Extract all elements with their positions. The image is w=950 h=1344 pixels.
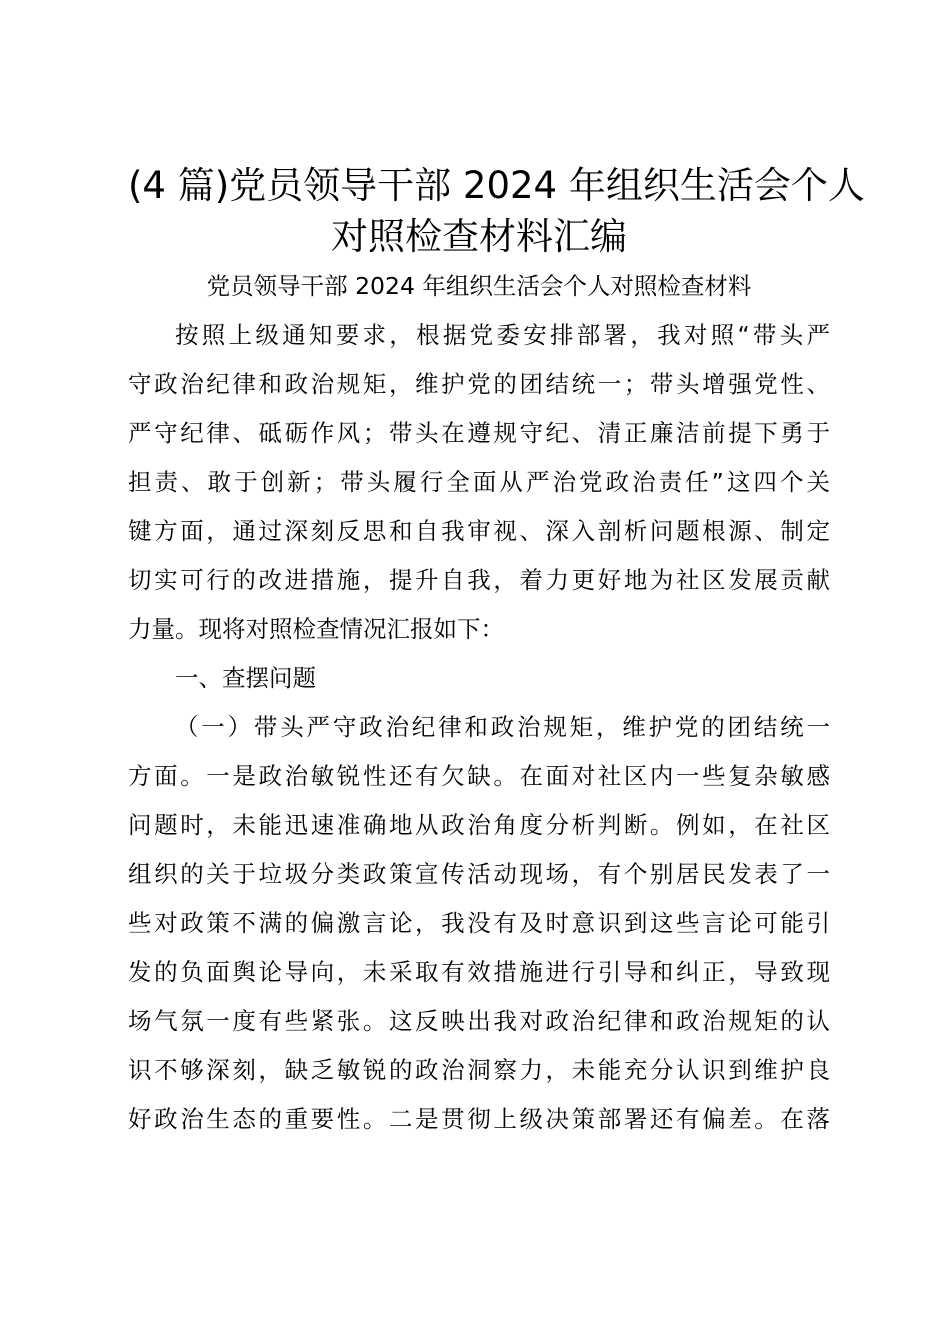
paragraph-line: 键方面，通过深刻反思和自我审视、深入剖析问题根源、制定 bbox=[128, 517, 830, 545]
paragraph-line: 问题时，未能迅速准确地从政治角度分析判断。例如，在社区 bbox=[128, 811, 830, 839]
paragraph-line: 组织的关于垃圾分类政策宣传活动现场，有个别居民发表了一 bbox=[128, 860, 830, 888]
paragraph-line: （一）带头严守政治纪律和政治规矩，维护党的团结统一 bbox=[175, 713, 830, 741]
paragraph-line: 发的负面舆论导向，未采取有效措施进行引导和纠正，导致现 bbox=[128, 958, 830, 986]
title-line: (4 篇)党员领导干部 2024 年组织生活会个人 bbox=[128, 164, 865, 207]
paragraph-line: 些对政策不满的偏激言论，我没有及时意识到这些言论可能引 bbox=[128, 909, 830, 937]
paragraph-line: 担责、敢于创新；带头履行全面从严治党政治责任”这四个关 bbox=[128, 468, 830, 496]
paragraph-line: 切实可行的改进措施，提升自我，着力更好地为社区发展贡献 bbox=[128, 566, 830, 594]
intro-paragraph bbox=[128, 311, 830, 654]
section-heading: 一、查摆问题 bbox=[175, 664, 316, 692]
document-subtitle: 党员领导干部 2024 年组织生活会个人对照检查材料 bbox=[206, 272, 752, 300]
paragraph-line: 按照上级通知要求，根据党委安排部署，我对照“带头严 bbox=[175, 321, 830, 349]
paragraph-line: 识不够深刻，缺乏敏锐的政治洞察力，未能充分认识到维护良 bbox=[128, 1056, 830, 1084]
paragraph-line: 守政治纪律和政治规矩，维护党的团结统一；带头增强党性、 bbox=[128, 370, 830, 398]
paragraph-line: 力量。现将对照检查情况汇报如下： bbox=[128, 615, 504, 643]
paragraph-line: 场气氛一度有些紧张。这反映出我对政治纪律和政治规矩的认 bbox=[128, 1007, 830, 1035]
title-line: 对照检查材料汇编 bbox=[331, 215, 627, 258]
document-title bbox=[128, 160, 865, 262]
document-page bbox=[128, 160, 865, 1144]
paragraph-line: 严守纪律、砥砺作风；带头在遵规守纪、清正廉洁前提下勇于 bbox=[128, 419, 830, 447]
body-paragraph bbox=[128, 703, 830, 1144]
paragraph-line: 好政治生态的重要性。二是贯彻上级决策部署还有偏差。在落 bbox=[128, 1105, 830, 1133]
paragraph-line: 方面。一是政治敏锐性还有欠缺。在面对社区内一些复杂敏感 bbox=[128, 762, 830, 790]
